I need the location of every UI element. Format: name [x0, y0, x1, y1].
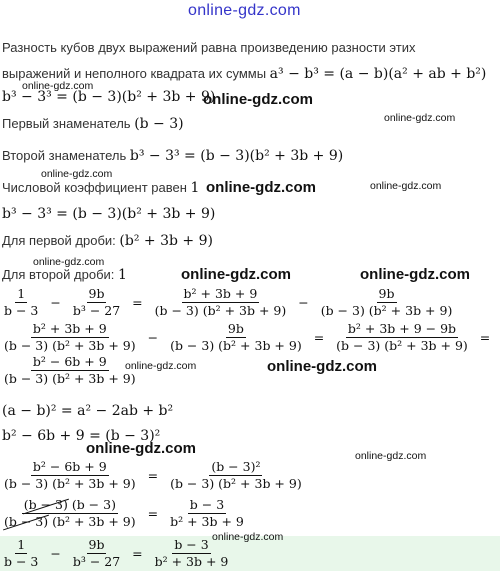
cancelled-factor: (b − 3) — [4, 513, 49, 529]
cancelled-factor: (b − 3) — [23, 497, 68, 512]
rule-text-line-1: Разность кубов двух выражений равна произведению разности этих — [2, 40, 416, 55]
watermark: online-gdz.com — [206, 179, 316, 196]
rule-text-line-2: выражений и неполного квадрата их суммы a³ − b³ = (a − b)(a² + ab + b²) — [2, 66, 487, 82]
equation-step-3: $\frac{\text{b² − 6b + 9}}{\text{(b − 3) (b² + 3b + 9)}}$ — [4, 354, 136, 386]
square-of-difference-formula: (a − b)² = a² − 2ab + b² — [2, 403, 174, 419]
equation-step-2: $\frac{\text{b² + 3b + 9}}{\text{(b − 3) (b² + 3b + 9)}}$ − $\frac{9b}{\text{(b − 3) (b² + 3b + 9)}}$ = $\frac{\text{b² + 3b + 9 − 9b}}{\text{(b − 3) (b² + 3b + 9)}}$ = — [4, 321, 491, 353]
site-watermark-top: online-gdz.com — [188, 2, 301, 19]
final-answer: $\frac{1}{b - 3}$ − $\frac{9b}{\text{b³ − 27}}$ = $\frac{b - 3}{\text{b² + 3b + 9}}$ — [4, 537, 229, 569]
watermark: online-gdz.com — [41, 168, 113, 180]
watermark: online-gdz.com — [22, 80, 94, 92]
watermark: online-gdz.com — [86, 440, 196, 457]
watermark: online-gdz.com — [181, 266, 291, 283]
watermark: online-gdz.com — [355, 450, 427, 462]
square-of-b-minus-3: b² − 6b + 9 = (b − 3)² — [2, 428, 161, 444]
first-denominator-line: Первый знаменатель (b − 3) — [2, 116, 184, 132]
equation-step-1: $\frac{1}{b - 3}$ − $\frac{9b}{\text{b³ − 27}}$ = $\frac{\text{b² + 3b + 9}}{\text{(b − 3) (b² + 3b + 9)}}$ − $\frac{9b}{\text{(b − 3) (b² + 3b + 9)}}$ — [4, 286, 453, 318]
watermark: online-gdz.com — [370, 180, 442, 192]
watermark: online-gdz.com — [125, 360, 197, 372]
numeric-coefficient-line: Числовой коэффициент равен 1 — [2, 180, 200, 196]
factorization-line-repeat: b³ − 3³ = (b − 3)(b² + 3b + 9) — [2, 206, 216, 222]
cube-difference-identity: a³ − b³ = (a − b)(a² + ab + b²) — [269, 66, 487, 82]
equation-step-5: $\frac{(b - 3) (b - 3)}{\text{(b − 3) (b² + 3b + 9)}}$ = $\frac{b - 3}{\text{b² + 3b + 9}}$ — [4, 497, 244, 529]
watermark: online-gdz.com — [212, 531, 284, 543]
watermark: online-gdz.com — [384, 112, 456, 124]
factorization-line: b³ − 3³ = (b − 3)(b² + 3b + 9) — [2, 89, 216, 105]
second-fraction-factor-line: Для второй дроби: 1 — [2, 267, 127, 283]
watermark: online-gdz.com — [360, 266, 470, 283]
first-fraction-factor-line: Для первой дроби: (b² + 3b + 9) — [2, 233, 213, 249]
equation-step-4: $\frac{\text{b² − 6b + 9}}{\text{(b − 3) (b² + 3b + 9)}}$ = $\frac{\text{(b − 3)²}}{\text{(b − 3) (b² + 3b + 9)}}$ — [4, 459, 302, 491]
watermark: online-gdz.com — [267, 358, 377, 375]
watermark: online-gdz.com — [33, 256, 105, 268]
watermark: online-gdz.com — [203, 91, 313, 108]
second-denominator-line: Второй знаменатель b³ − 3³ = (b − 3)(b² + 3b + 9) — [2, 148, 344, 164]
